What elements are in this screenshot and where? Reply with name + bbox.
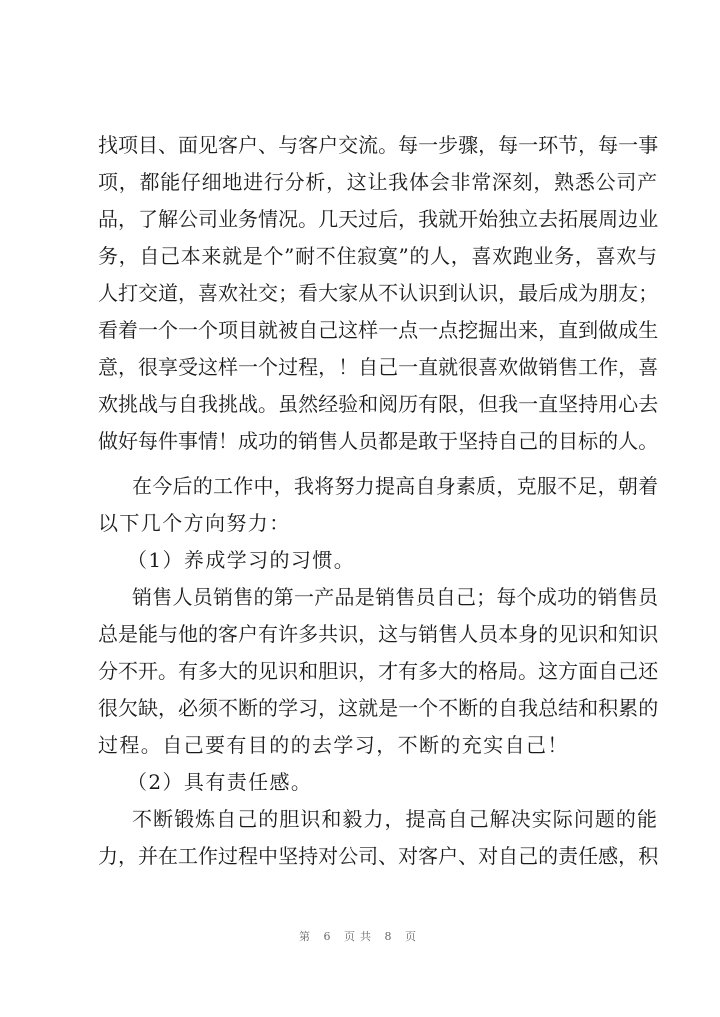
paragraph-line: 很欠缺，必须不断的学习，这就是一个不断的自我总结和积累的 <box>98 696 659 720</box>
paragraph-line: 总是能与他的客户有许多共识，这与销售人员本身的见识和知识 <box>98 622 659 646</box>
paragraph-line: 意，很享受这样一个过程，！自己一直就很喜欢做销售工作，喜 <box>98 355 659 379</box>
paragraph-line: 销售人员销售的第一产品是销售员自己；每个成功的销售员 <box>132 585 659 609</box>
section-heading: （2）具有责任感。 <box>127 770 313 794</box>
paragraph-line: 不断锻炼自己的胆识和毅力，提高自己解决实际问题的能 <box>132 807 658 831</box>
paragraph-line: 力，并在工作过程中坚持对公司、对客户、对自己的责任感，积 <box>98 844 659 868</box>
paragraph-line: 项，都能仔细地进行分析，这让我体会非常深刻，熟悉公司产 <box>98 170 658 194</box>
paragraph-line: 欢挑战与自我挑战。虽然经验和阅历有限，但我一直坚持用心去 <box>98 392 659 416</box>
paragraph-line: 过程。自己要有目的的去学习，不断的充实自己！ <box>98 733 569 757</box>
paragraph-line: 看着一个一个项目就被自己这样一点一点挖掘出来，直到做成生 <box>98 318 659 342</box>
paragraph-line: 在今后的工作中，我将努力提高自身素质，克服不足，朝着 <box>132 474 659 498</box>
paragraph-line: 务，自己本来就是个”耐不住寂寞”的人，喜欢跑业务，喜欢与 <box>98 244 658 268</box>
paragraph-line: 找项目、面见客户、与客户交流。每一步骤，每一环节，每一事 <box>98 133 659 157</box>
paragraph-line: 以下几个方向努力： <box>98 511 291 535</box>
paragraph-line: 品，了解公司业务情况。几天过后，我就开始独立去拓展周边业 <box>98 207 659 231</box>
paragraph-line: 人打交道，喜欢社交；看大家从不认识到认识，最后成为朋友； <box>98 281 659 305</box>
page-number-footer: 第 6 页共 8 页 <box>299 930 421 943</box>
paragraph-line: 分不开。有多大的见识和胆识，才有多大的格局。这方面自己还 <box>98 659 659 683</box>
paragraph-line: 做好每件事情！成功的销售人员都是敢于坚持自己的目标的人。 <box>98 429 659 453</box>
section-heading: （1）养成学习的习惯。 <box>127 548 356 572</box>
